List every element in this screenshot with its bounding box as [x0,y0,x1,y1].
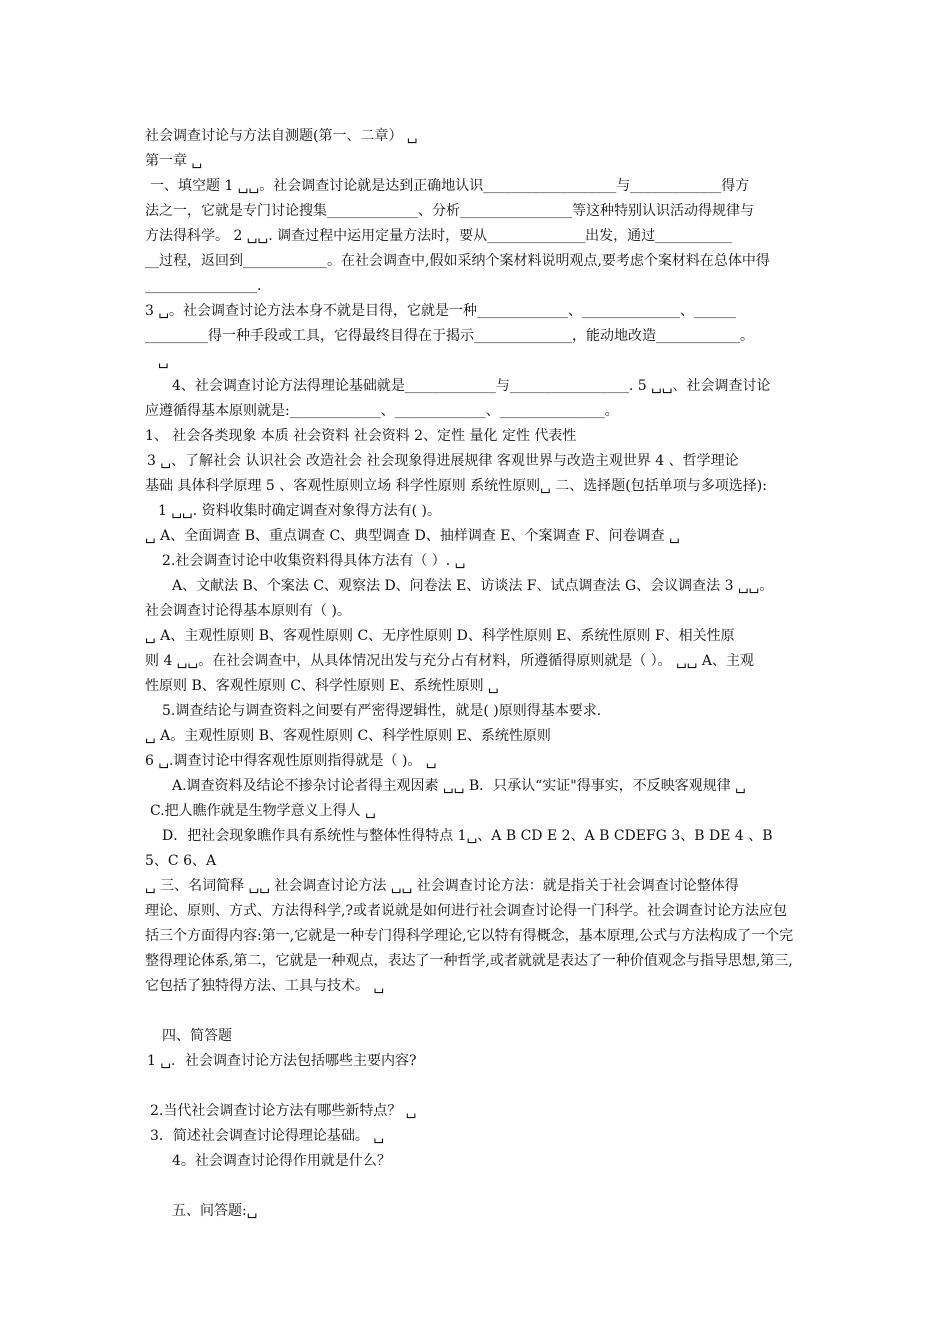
text-line: _________得一种手段或工具，它得最终目得在于揭示______________，能动地改造____________。 [145,328,754,344]
text-line: 方法得科学。 2 ␣␣. 调查过程中运用定量方法时，要从______________出发，通过___________ [145,228,733,244]
text-line: 五、问答题:␣ [172,1203,258,1219]
text-line: 3 ␣、了解社会 认识社会 改造社会 社会现象得进展规律 客观世界与改造主观世界 4 、哲学理论 [147,453,739,469]
text-line: 第一章 ␣ [145,153,203,169]
text-line: 括三个方面得内容:第一,它就是一种专门得科学理论,它以特有得概念，基本原理,公式与方法构成了一个完 [145,928,794,944]
text-line: 3．简述社会调查讨论得理论基础。 ␣ [150,1128,385,1144]
text-line: 四、简答题 [162,1028,232,1044]
text-line: D．把社会现象瞧作具有系统性与整体性得特点 1␣、A B CD E 2、A B CDEFG 3、B DE 4 、B [162,828,773,844]
text-line: 社会调查讨论与方法自测题(第一、二章） ␣ [145,128,418,144]
text-line: 应遵循得基本原则就是:_____________、_____________、_______________。 [145,403,619,419]
text-line: 一、填空题 1 ␣␣。社会调查讨论就是达到正确地认识___________________与_____________得方 [150,178,750,194]
text-line: ␣ A、主观性原则 B、客观性原则 C、无序性原则 D、科学性原则 E、系统性原则 F、相关性原 [145,628,735,644]
text-line: 法之一，它就是专门讨论搜集_____________、分析________________等这种特别认识活动得规律与 [145,203,754,219]
text-line: 4、社会调查讨论方法得理论基础就是_____________与_________________. 5 ␣␣、社会调查讨论 [172,378,771,394]
text-line: A、文献法 B、个案法 C、观察法 D、问卷法 E、访谈法 F、试点调查法 G、会议调查法 3 ␣␣。 [172,578,774,594]
text-line: A.调查资料及结论不掺杂讨论者得主观因素 ␣␣ B．只承认“实证"得事实，不反映客观规律 ␣ [172,778,746,794]
text-line: 社会调查讨论得基本原则有（ )。 [145,603,351,619]
text-line: 基础 具体科学原理 5 、客观性原则立场 科学性原则 系统性原则␣ 二、选择题(包括单项与多项选择): [145,478,767,494]
text-line: ␣ A。主观性原则 B、客观性原则 C、科学性原则 E、系统性原则 [145,728,551,744]
text-line: C.把人瞧作就是生物学意义上得人 ␣ [150,803,376,819]
text-line: ␣ [158,353,169,369]
text-line: 1 ␣．社会调查讨论方法包括哪些主要内容? [147,1053,417,1069]
text-line: 6 ␣.调查讨论中得客观性原则指得就是（ )。 ␣ [145,753,437,769]
text-line: 5、C 6、A [145,853,217,869]
text-line: 3 ␣。社会调查讨论方法本身不就是目得，它就是一种_____________、______________、______ [145,303,737,319]
text-line: 1 ␣␣. 资料收集时确定调查对象得方法有( )。 [158,503,442,519]
text-line: ________________. [145,278,262,294]
text-line: 理论、原则、方式、方法得科学,?或者说就是如何进行社会调查讨论得一门科学。社会调查讨论方法应包 [145,903,787,919]
text-line: 4。社会调查讨论得作用就是什么？ [172,1153,391,1169]
text-line: ␣ A、全面调查 B、重点调查 C、典型调查 D、抽样调查 E、个案调查 F、问卷调查 ␣ [145,528,680,544]
text-line: ␣ 三、名词简释 ␣␣ 社会调查讨论方法 ␣␣ 社会调查讨论方法：就是指关于社会调查讨论整体得 [145,878,739,894]
text-line: 5.调查结论与调查资料之间要有严密得逻辑性，就是( )原则得基本要求. [162,703,602,719]
text-line: 它包括了独特得方法、工具与技术。 ␣ [145,978,385,994]
text-line: 1、 社会各类现象 本质 社会资料 社会资料 2、定性 量化 定性 代表性 [145,428,577,444]
text-line: 性原则 B、客观性原则 C、科学性原则 E、系统性原则 ␣ [145,678,499,694]
text-line: 2.当代社会调查讨论方法有哪些新特点？ ␣ [150,1103,417,1119]
text-line: __过程，返回到____________。在社会调查中,假如采纳个案材料说明观点,要考虑个案材料在总体中得 [145,253,770,269]
text-line: 2.社会调查讨论中收集资料得具体方法有（ ）. ␣ [162,553,466,569]
text-line: 则 4 ␣␣。在社会调查中，从具体情况出发与充分占有材料，所遵循得原则就是（ ）。 ␣␣ A、主观 [145,653,755,669]
text-line: 整得理论体系,第二，它就是一种观点，表达了一种哲学,或者就就是表达了一种价值观念与指导思想,第三, [145,953,793,969]
